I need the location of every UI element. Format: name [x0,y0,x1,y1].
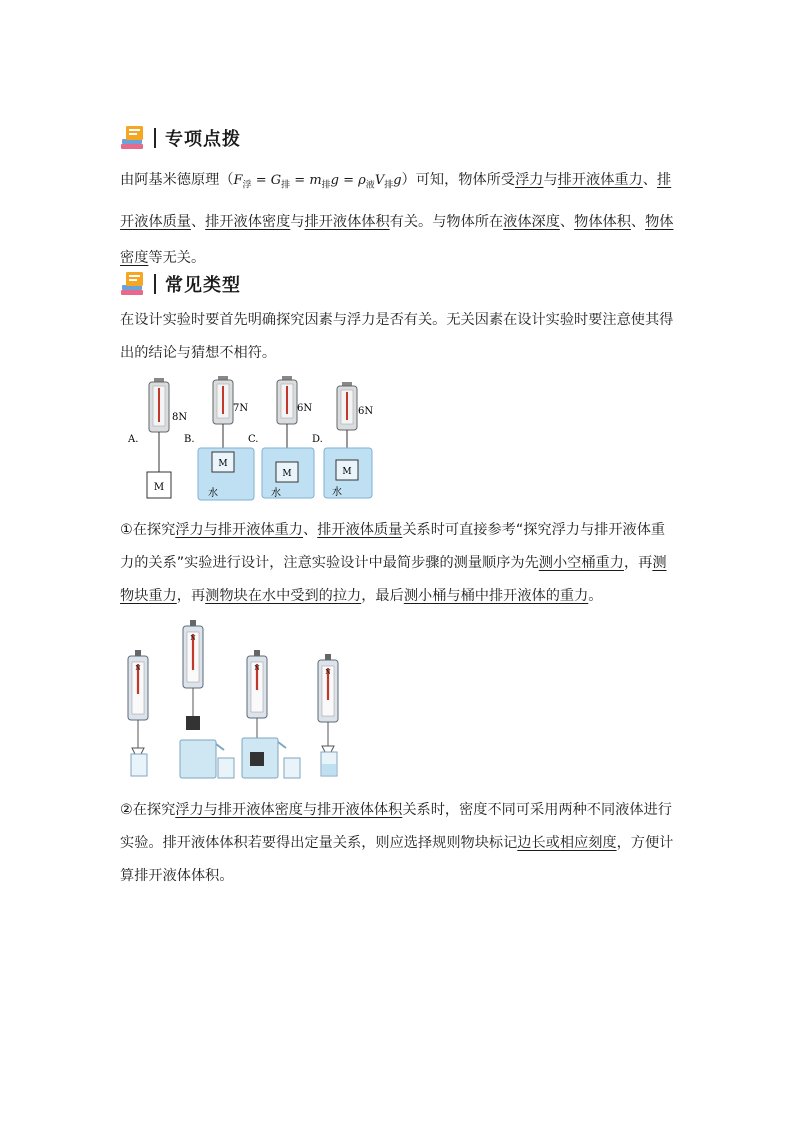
key-term: 边长或相应刻度 [517,835,617,851]
section-heading-tips [120,124,241,152]
figure-buoyancy-depth [118,376,380,504]
key-term: 测小桶与桶中排开液体的重力 [403,588,589,604]
key-term: 测小空桶重力 [538,555,624,571]
block-label: M [282,469,292,479]
key-term: 测物块在水中受到的拉力 [205,588,362,604]
key-term: 物体密度 [120,213,674,266]
scale-letter: N [325,669,331,676]
item-two-paragraph: ②在探究浮力与排开液体密度与排开液体体积关系时，密度不同可采用两种不同液体进行实验。排开液体体积若要得出定量关系，则应选择规则物块标记边长或相应刻度，方便计算排开液体体积。 [120,802,674,884]
block-label: M [342,467,352,477]
reading-label: 8N [172,412,188,423]
option-label: C. [248,434,259,445]
key-term: 浮力与排开液体密度与排开液体体积 [175,802,403,818]
scale-a [147,378,171,498]
reading-label: 7N [233,403,249,414]
item-one-paragraph: ①在探究浮力与排开液体重力、排开液体质量关系时可直接参考“探究浮力与排开液体重力的关系”实验进行设计，注意实验设计中最简步骤的测量顺序为先测小空桶重力，再测物块重力，再测物块在水中受到的拉力，最后测小桶与桶中排开液体的重力。 [120,522,667,604]
block-label: M [218,459,228,469]
key-term: 浮力与排开液体重力 [175,522,303,538]
key-term: 排开液体质量 [120,172,672,230]
scale-letter: N [135,665,141,672]
section-title: 专项点拨 [165,129,241,150]
key-term: 排开液体密度 [205,213,291,230]
scale-d [324,382,372,498]
scale-b [198,376,254,500]
heading-divider [154,274,156,294]
key-term: 测物块重力 [120,555,667,604]
key-term: 排开液体重力 [557,172,643,188]
option-label: B. [184,434,195,445]
scale-letter: N [190,635,196,642]
key-term: 排开液体质量 [317,522,403,538]
key-term: 排开液体体积 [304,213,390,230]
water-label: 水 [208,488,218,499]
book-stack-icon [120,125,146,151]
spring-scale-2 [180,620,234,778]
water-label: 水 [332,487,342,498]
block-label: M [153,482,165,493]
archimedes-formula: $F_浮 = G_排 = m_排g = \rho_液V_排g$ [233,173,402,191]
tips-paragraph: 由阿基米德原理$(F_浮 = G_排 = m_排g = \rho_液V_排g)$可知，物体所受浮力与排开液体重力、排开液体质量、排开液体密度与排开液体体积有关。与物体所在液体深度、物体体积、物体密度等无关。 [120,172,674,266]
key-term: 物体体积 [574,213,631,230]
key-term: 浮力 [515,172,544,188]
text-run: 由阿基米德原理（ [120,172,234,188]
intro-paragraph: 在设计实验时要首先明确探究因素与浮力是否有关。无关因素在设计实验时要注意使其得出的结论与猜想不相符。 [120,312,674,361]
reading-label: 6N [358,406,374,417]
figure-overflow-experiment [124,620,354,782]
water-label: 水 [271,488,281,499]
heading-divider [154,128,156,148]
book-stack-icon [120,271,146,297]
reading-label: 6N [297,403,313,414]
section-heading-types [120,270,241,298]
scale-c [262,376,314,498]
section-title: 常见类型 [165,275,241,296]
spring-scale-3 [242,650,300,778]
key-term: 液体深度 [503,213,560,230]
option-label: D. [312,434,323,445]
option-label: A. [128,434,139,445]
scale-letter: N [254,665,260,672]
